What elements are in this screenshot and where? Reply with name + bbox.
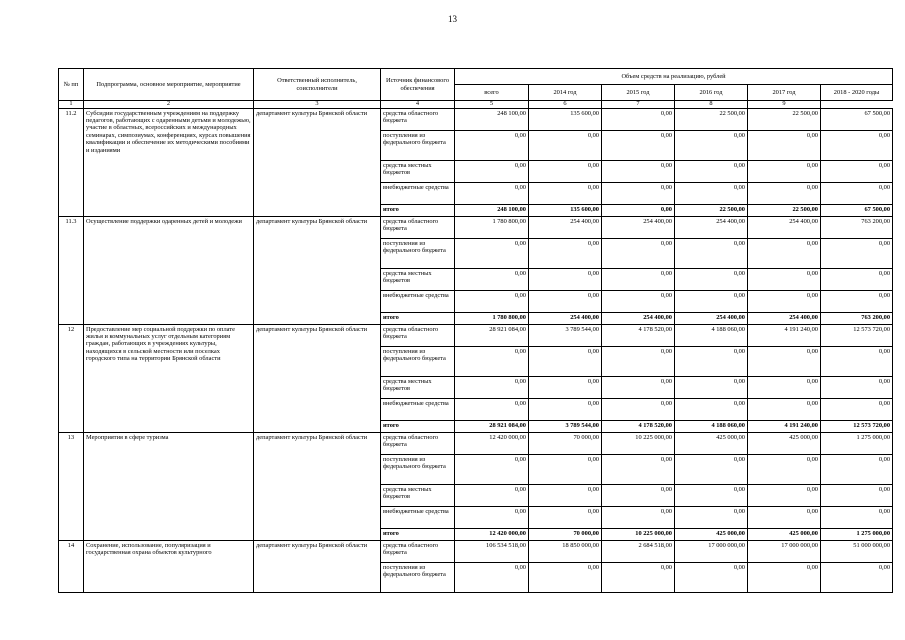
amount-cell: 0,00: [602, 130, 675, 160]
funding-source: поступления из федерального бюджета: [381, 346, 455, 376]
amount-cell: 4 191 240,00: [748, 324, 821, 346]
executor: департамент культуры Брянской области: [254, 432, 381, 540]
amount-cell: 22 500,00: [748, 204, 821, 216]
amount-cell: 0,00: [748, 130, 821, 160]
amount-cell: 135 600,00: [529, 108, 602, 130]
amount-cell: 0,00: [748, 238, 821, 268]
amount-cell: 1 275 000,00: [821, 432, 893, 454]
header-year-2016: 2016 год: [675, 85, 748, 101]
funding-source: итого: [381, 204, 455, 216]
amount-cell: 0,00: [455, 182, 529, 204]
amount-cell: 0,00: [602, 108, 675, 130]
page-number: 13: [448, 14, 457, 24]
amount-cell: 0,00: [675, 182, 748, 204]
table-row: [59, 540, 893, 562]
amount-cell: 0,00: [748, 506, 821, 528]
amount-cell: 0,00: [821, 376, 893, 398]
amount-cell: 0,00: [529, 376, 602, 398]
amount-cell: 763 200,00: [821, 312, 893, 324]
column-number: 5: [455, 101, 529, 109]
column-number: 7: [602, 101, 675, 109]
amount-cell: 4 191 240,00: [748, 420, 821, 432]
funding-source: внебюджетные средства: [381, 506, 455, 528]
amount-cell: 0,00: [602, 484, 675, 506]
amount-cell: 0,00: [529, 268, 602, 290]
amount-cell: 12 573 720,00: [821, 324, 893, 346]
amount-cell: 67 500,00: [821, 204, 893, 216]
amount-cell: 425 000,00: [748, 432, 821, 454]
amount-cell: 254 400,00: [529, 216, 602, 238]
amount-cell: 1 780 800,00: [455, 216, 529, 238]
amount-cell: 0,00: [748, 376, 821, 398]
amount-cell: 254 400,00: [675, 312, 748, 324]
column-number: 1: [59, 101, 84, 109]
amount-cell: 4 188 060,00: [675, 324, 748, 346]
funding-source: средства местных бюджетов: [381, 268, 455, 290]
amount-cell: 0,00: [455, 238, 529, 268]
amount-cell: 0,00: [529, 182, 602, 204]
activity-name: Предоставление мер социальной поддержки по оплате жилья и коммунальных услуг отдельным категориям граждан, работающих в учреждениях культуры, находящихся в сельской местности или поселках городского типа на территории Брянской области: [84, 324, 254, 432]
amount-cell: 0,00: [602, 238, 675, 268]
amount-cell: 0,00: [529, 454, 602, 484]
amount-cell: 22 500,00: [748, 108, 821, 130]
amount-cell: 0,00: [675, 454, 748, 484]
header-year-2015: 2015 год: [602, 85, 675, 101]
funding-source: поступления из федерального бюджета: [381, 130, 455, 160]
amount-cell: 10 225 000,00: [602, 432, 675, 454]
column-numbers-row: [59, 101, 893, 109]
header-volume: Объем средств на реализацию, рублей: [455, 69, 893, 85]
amount-cell: 0,00: [821, 160, 893, 182]
header-num: № пп: [59, 69, 84, 101]
amount-cell: 70 000,00: [529, 432, 602, 454]
amount-cell: 18 850 000,00: [529, 540, 602, 562]
amount-cell: 0,00: [602, 398, 675, 420]
amount-cell: 22 500,00: [675, 204, 748, 216]
amount-cell: 254 400,00: [748, 312, 821, 324]
amount-cell: 28 921 084,00: [455, 324, 529, 346]
amount-cell: 0,00: [602, 562, 675, 592]
funding-source: средства местных бюджетов: [381, 484, 455, 506]
activity-name: Мероприятия в сфере туризма: [84, 432, 254, 540]
header-year-2014: 2014 год: [529, 85, 602, 101]
amount-cell: 0,00: [675, 130, 748, 160]
amount-cell: 0,00: [675, 268, 748, 290]
amount-cell: 0,00: [821, 484, 893, 506]
amount-cell: 4 188 060,00: [675, 420, 748, 432]
amount-cell: 0,00: [821, 562, 893, 592]
amount-cell: 0,00: [821, 506, 893, 528]
funding-source: внебюджетные средства: [381, 398, 455, 420]
activity-name: Сохранение, использование, популяризация и государственная охрана объектов культурного: [84, 540, 254, 592]
amount-cell: 17 000 000,00: [675, 540, 748, 562]
amount-cell: 67 500,00: [821, 108, 893, 130]
amount-cell: 254 400,00: [602, 216, 675, 238]
executor: департамент культуры Брянской области: [254, 324, 381, 432]
funding-source: средства областного бюджета: [381, 216, 455, 238]
amount-cell: 0,00: [675, 562, 748, 592]
amount-cell: 0,00: [455, 130, 529, 160]
funding-source: поступления из федерального бюджета: [381, 562, 455, 592]
row-number: 12: [59, 324, 84, 432]
amount-cell: 3 789 544,00: [529, 324, 602, 346]
amount-cell: 763 200,00: [821, 216, 893, 238]
amount-cell: 254 400,00: [602, 312, 675, 324]
header-source: Источник финансового обеспечения: [381, 69, 455, 101]
amount-cell: 0,00: [455, 506, 529, 528]
amount-cell: 4 178 520,00: [602, 420, 675, 432]
amount-cell: 12 420 000,00: [455, 432, 529, 454]
amount-cell: 0,00: [602, 182, 675, 204]
amount-cell: 0,00: [455, 562, 529, 592]
amount-cell: 0,00: [821, 454, 893, 484]
funding-source: средства областного бюджета: [381, 108, 455, 130]
amount-cell: 0,00: [821, 290, 893, 312]
amount-cell: 0,00: [529, 562, 602, 592]
amount-cell: 0,00: [529, 238, 602, 268]
row-number: 11.2: [59, 108, 84, 216]
amount-cell: 0,00: [675, 160, 748, 182]
funding-table: [58, 68, 893, 593]
column-number: 9: [748, 101, 821, 109]
amount-cell: 0,00: [748, 160, 821, 182]
amount-cell: 0,00: [529, 484, 602, 506]
column-number: 6: [529, 101, 602, 109]
amount-cell: 0,00: [821, 346, 893, 376]
amount-cell: 425 000,00: [675, 528, 748, 540]
amount-cell: 4 178 520,00: [602, 324, 675, 346]
column-number: 8: [675, 101, 748, 109]
amount-cell: 248 100,00: [455, 204, 529, 216]
amount-cell: 0,00: [455, 346, 529, 376]
amount-cell: 0,00: [675, 376, 748, 398]
funding-source: поступления из федерального бюджета: [381, 454, 455, 484]
table-row: [59, 324, 893, 346]
funding-source: итого: [381, 312, 455, 324]
amount-cell: 254 400,00: [675, 216, 748, 238]
amount-cell: 0,00: [602, 160, 675, 182]
amount-cell: 0,00: [748, 182, 821, 204]
amount-cell: 2 684 518,00: [602, 540, 675, 562]
header-year-2017: 2017 год: [748, 85, 821, 101]
executor: департамент культуры Брянской области: [254, 216, 381, 324]
amount-cell: 0,00: [602, 454, 675, 484]
amount-cell: 0,00: [455, 398, 529, 420]
amount-cell: 0,00: [455, 484, 529, 506]
amount-cell: 425 000,00: [675, 432, 748, 454]
funding-source: средства местных бюджетов: [381, 376, 455, 398]
amount-cell: 1 780 800,00: [455, 312, 529, 324]
amount-cell: 0,00: [602, 376, 675, 398]
row-number: 11.3: [59, 216, 84, 324]
amount-cell: 0,00: [748, 562, 821, 592]
amount-cell: 0,00: [529, 506, 602, 528]
amount-cell: 0,00: [602, 204, 675, 216]
amount-cell: 0,00: [529, 398, 602, 420]
amount-cell: 135 600,00: [529, 204, 602, 216]
amount-cell: 0,00: [675, 484, 748, 506]
amount-cell: 0,00: [821, 398, 893, 420]
funding-source: средства местных бюджетов: [381, 160, 455, 182]
amount-cell: 0,00: [529, 160, 602, 182]
header-year-2018-2020: 2018 - 2020 годы: [821, 85, 893, 101]
amount-cell: 0,00: [821, 238, 893, 268]
table-row: [59, 216, 893, 238]
funding-source: средства областного бюджета: [381, 540, 455, 562]
amount-cell: 0,00: [748, 454, 821, 484]
amount-cell: 12 420 000,00: [455, 528, 529, 540]
table-row: [59, 432, 893, 454]
funding-source: средства областного бюджета: [381, 324, 455, 346]
amount-cell: 17 000 000,00: [748, 540, 821, 562]
amount-cell: 0,00: [455, 376, 529, 398]
amount-cell: 0,00: [821, 268, 893, 290]
amount-cell: 0,00: [675, 290, 748, 312]
amount-cell: 0,00: [455, 290, 529, 312]
amount-cell: 22 500,00: [675, 108, 748, 130]
column-number: 3: [254, 101, 381, 109]
amount-cell: 0,00: [455, 454, 529, 484]
amount-cell: 0,00: [748, 268, 821, 290]
amount-cell: 254 400,00: [529, 312, 602, 324]
amount-cell: 0,00: [602, 506, 675, 528]
amount-cell: 0,00: [675, 506, 748, 528]
amount-cell: 12 573 720,00: [821, 420, 893, 432]
amount-cell: 0,00: [602, 346, 675, 376]
amount-cell: 254 400,00: [748, 216, 821, 238]
header-executor: Ответственный исполнитель, соисполнители: [254, 69, 381, 101]
amount-cell: 106 534 518,00: [455, 540, 529, 562]
column-number: 4: [381, 101, 455, 109]
amount-cell: 0,00: [821, 182, 893, 204]
amount-cell: 0,00: [675, 238, 748, 268]
amount-cell: 248 100,00: [455, 108, 529, 130]
activity-name: Субсидии государственным учреждениям на поддержку педагогов, работающих с одаренными детьми и молодежью, участие в областных, всероссийских и международных семинарах, симпозиумах, конференциях, курсах повышения квалификации и обеспечение их методическими пособиями и изданиями: [84, 108, 254, 216]
funding-source: итого: [381, 420, 455, 432]
amount-cell: 0,00: [602, 290, 675, 312]
table-row: [59, 108, 893, 130]
amount-cell: 0,00: [748, 398, 821, 420]
amount-cell: 0,00: [602, 268, 675, 290]
amount-cell: 28 921 084,00: [455, 420, 529, 432]
row-number: 14: [59, 540, 84, 592]
amount-cell: 1 275 000,00: [821, 528, 893, 540]
amount-cell: 0,00: [455, 160, 529, 182]
amount-cell: 0,00: [748, 290, 821, 312]
funding-source: поступления из федерального бюджета: [381, 238, 455, 268]
amount-cell: 0,00: [455, 268, 529, 290]
funding-source: внебюджетные средства: [381, 182, 455, 204]
amount-cell: 51 000 000,00: [821, 540, 893, 562]
header-year-total: всего: [455, 85, 529, 101]
funding-source: средства областного бюджета: [381, 432, 455, 454]
amount-cell: 0,00: [529, 346, 602, 376]
amount-cell: 0,00: [529, 130, 602, 160]
amount-cell: 425 000,00: [748, 528, 821, 540]
amount-cell: 0,00: [748, 346, 821, 376]
amount-cell: 70 000,00: [529, 528, 602, 540]
amount-cell: 0,00: [675, 398, 748, 420]
amount-cell: 0,00: [821, 130, 893, 160]
row-number: 13: [59, 432, 84, 540]
column-number: 2: [84, 101, 254, 109]
amount-cell: 10 225 000,00: [602, 528, 675, 540]
funding-source: внебюджетные средства: [381, 290, 455, 312]
amount-cell: 3 789 544,00: [529, 420, 602, 432]
amount-cell: 0,00: [529, 290, 602, 312]
executor: департамент культуры Брянской области: [254, 540, 381, 592]
amount-cell: 0,00: [748, 484, 821, 506]
activity-name: Осуществление поддержки одаренных детей и молодежи: [84, 216, 254, 324]
amount-cell: 0,00: [675, 346, 748, 376]
header-program: Подпрограмма, основное мероприятие, мероприятие: [84, 69, 254, 101]
funding-source: итого: [381, 528, 455, 540]
executor: департамент культуры Брянской области: [254, 108, 381, 216]
